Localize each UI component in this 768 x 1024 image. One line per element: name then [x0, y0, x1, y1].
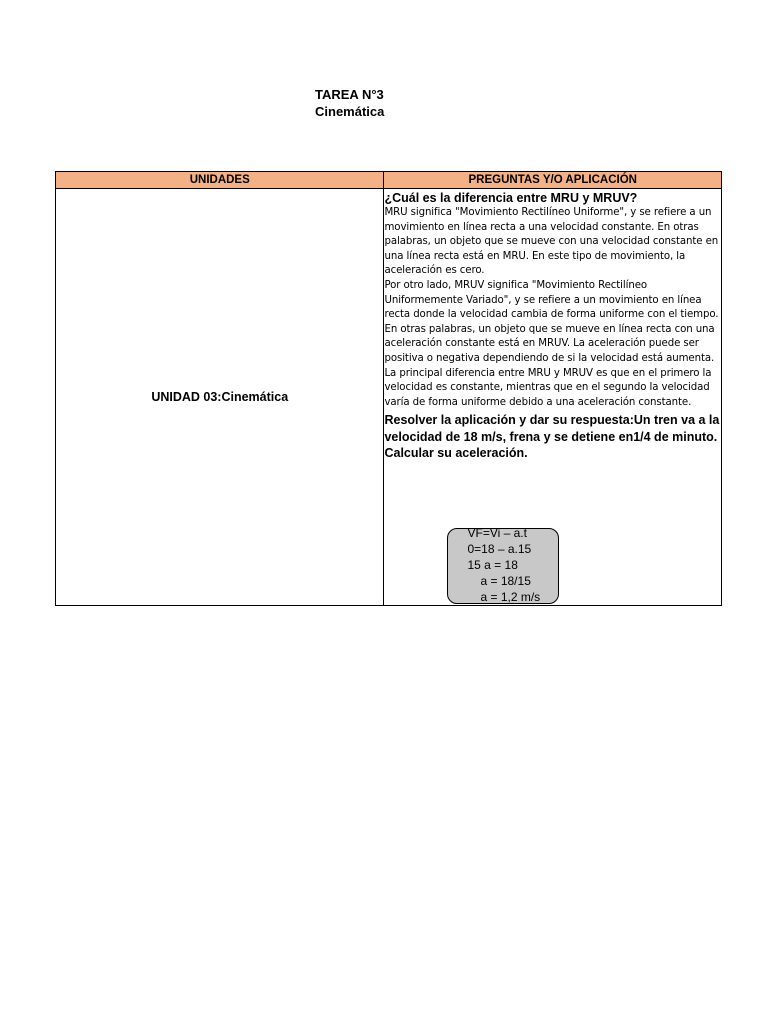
answer-cell — [384, 189, 722, 606]
table-header-row — [56, 172, 722, 189]
calc-line-1: VF=Vi – a.t — [467, 526, 527, 540]
answer-text — [384, 206, 721, 410]
calc-line-5: a = 1,2 m/s — [480, 590, 541, 604]
answer-paragraph-difference: La principal diferencia entre MRU y MRUV es que en el primero la velocidad es constante, mientras que en el segundo la velocidad varía de forma uniforme debido a una aceleración constante. — [384, 367, 712, 408]
calc-line-3: 15 a = 18 — [467, 558, 518, 572]
column-header-units: UNIDADES — [56, 172, 384, 189]
document-header — [315, 86, 384, 120]
answer-paragraph-mru: MRU significa "Movimiento Rectilíneo Uniforme", y se refiere a un movimiento en línea recta a una velocidad constante. En otras palabras, un objeto que se mueve con una velocidad constante en una línea recta está en MRU. En este tipo de movimiento, la aceleración es cero. — [384, 207, 719, 277]
content-table — [55, 171, 722, 606]
calculation-box — [447, 528, 559, 604]
table-row — [56, 189, 722, 606]
document-subtitle: Cinemática — [315, 104, 385, 119]
problem-statement: Resolver la aplicación y dar su respuesta:Un tren va a la velocidad de 18 m/s, frena y se detiene en1/4 de minuto. Calcular su aceleración. — [384, 413, 720, 461]
document-title: TAREA N°3 — [315, 87, 384, 102]
column-header-questions: PREGUNTAS Y/O APLICACIÓN — [384, 172, 722, 189]
answer-paragraph-mruv: Por otro lado, MRUV significa "Movimiento Rectilíneo Uniformemente Variado", y se refiere a un movimiento en línea recta donde la velocidad cambia de forma uniforme con el tiempo. En otras palabras, un objeto que se mueve en línea recta con una aceleración constante está en MRUV. La aceleración puede ser positiva o negativa dependiendo de si la velocidad está aumenta. — [384, 279, 719, 364]
calc-line-2: 0=18 – a.15 — [467, 542, 532, 556]
question-title: ¿Cuál es la diferencia entre MRU y MRUV? — [384, 191, 638, 205]
unit-cell: UNIDAD 03:Cinemática — [56, 189, 384, 606]
calc-line-4: a = 18/15 — [480, 574, 531, 588]
